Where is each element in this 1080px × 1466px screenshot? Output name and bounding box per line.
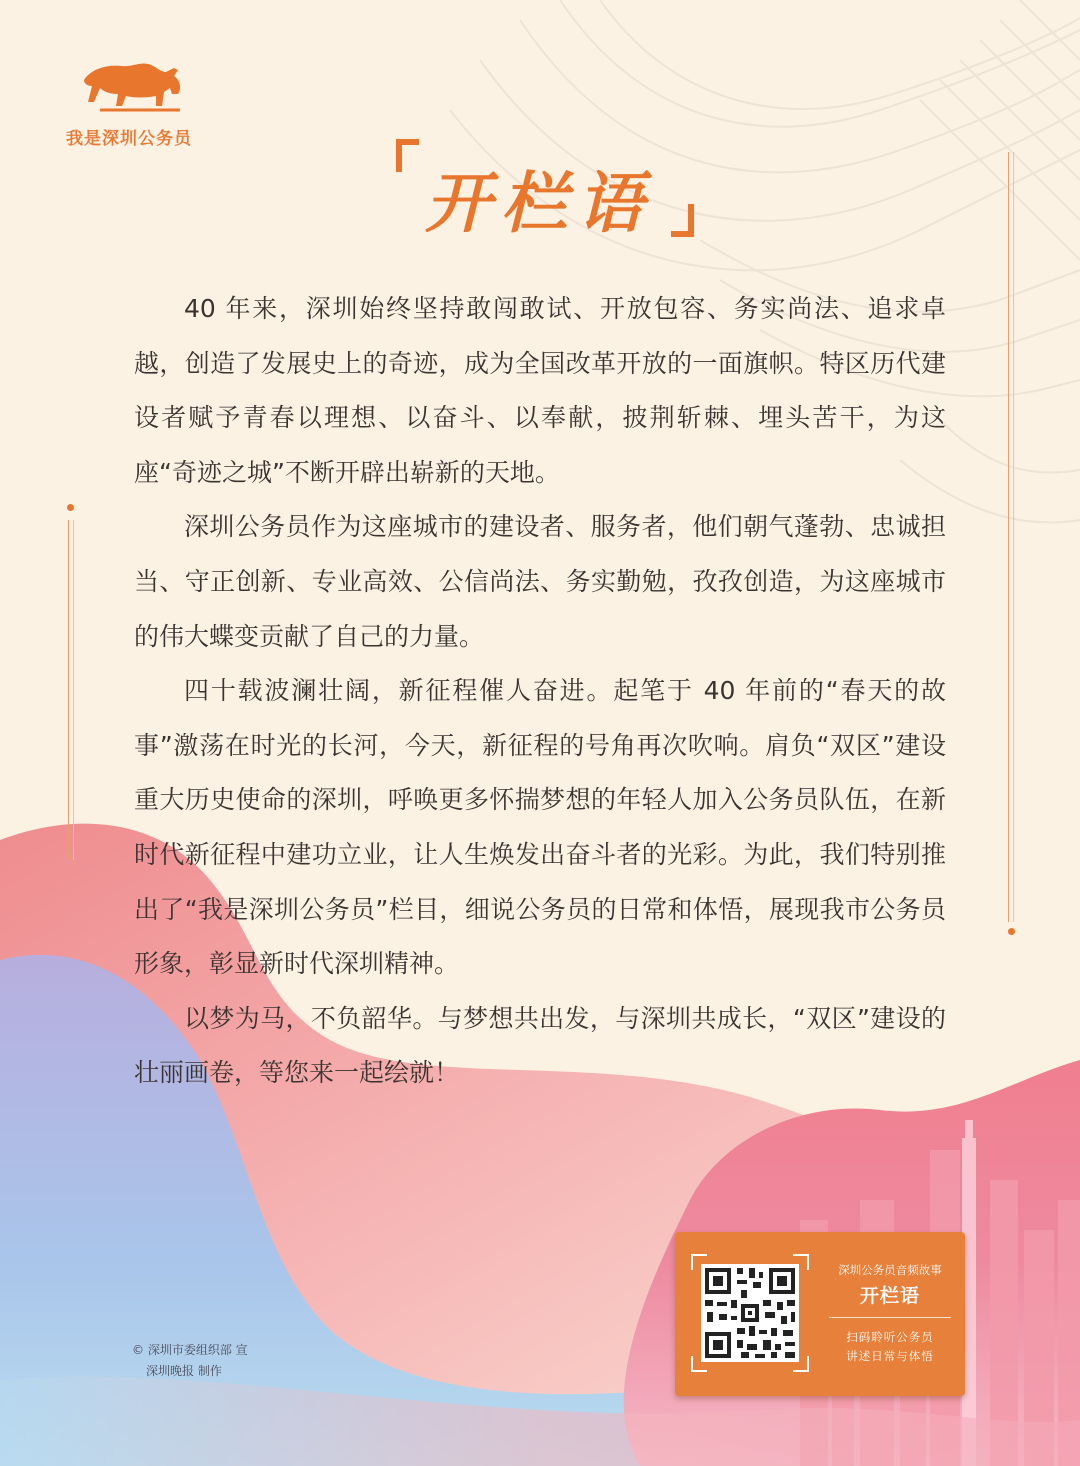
title-block	[395, 138, 695, 242]
bull-icon	[80, 58, 186, 114]
credit-line-2: 深圳晚报 制作	[146, 1364, 222, 1378]
qr-icon	[701, 1264, 799, 1362]
qr-card[interactable]	[675, 1232, 965, 1396]
qr-line-1: 扫码聆听公务员	[846, 1330, 934, 1344]
left-side-line-2	[73, 520, 74, 860]
page-title: 开栏语	[425, 165, 653, 242]
bracket-left-icon	[395, 138, 419, 172]
qr-title: 开栏语	[859, 1285, 920, 1307]
bracket-right-icon	[671, 204, 695, 238]
paragraph: 四十载波澜壮阔，新征程催人奋进。起笔于 40 年前的“春天的故事”激荡在时光的长河，今天，新征程的号角再次吹响。肩负“双区”建设重大历史使命的深圳，呼唤更多怀揣梦想的年轻人加入公务员队伍，在新时代新征程中建功立业，让人生焕发出奋斗者的光彩。为此，我们特别推出了“我是深圳公务员”栏目，细说公务员的日常和体悟，展现我市公务员形象，彰显新时代深圳精神。	[134, 676, 946, 979]
qr-divider	[829, 1317, 951, 1318]
credit-line-1: © 深圳市委组织部 宣	[132, 1343, 248, 1357]
article-body	[134, 282, 946, 1101]
paragraph: 深圳公务员作为这座城市的建设者、服务者，他们朝气蓬勃、忠诚担当、守正创新、专业高效、公信尚法、务实勤勉，孜孜创造，为这座城市的伟大蝶变贡献了自己的力量。	[134, 512, 946, 651]
left-dot	[67, 504, 74, 511]
brand-logo	[66, 58, 206, 149]
qr-pattern	[701, 1264, 799, 1362]
paragraph: 以梦为马，不负韶华。与梦想共出发，与深圳共成长，“双区”建设的壮丽画卷，等您来一起绘就！	[134, 1003, 946, 1088]
qr-info	[825, 1262, 955, 1366]
paragraph: 40 年来，深圳始终坚持敢闯敢试、开放包容、务实尚法、追求卓越，创造了发展史上的奇迹，成为全国改革开放的一面旗帜。特区历代建设者赋予青春以理想、以奋斗、以奉献，披荆斩棘、埋头苦干，为这座“奇迹之城”不断开辟出崭新的天地。	[134, 294, 946, 487]
right-side-line-2	[1013, 152, 1014, 922]
right-side-line	[1008, 152, 1009, 922]
qr-subtitle: 深圳公务员音频故事	[838, 1263, 942, 1277]
qr-line-2: 讲述日常与体悟	[846, 1349, 934, 1363]
left-side-line	[68, 520, 69, 860]
logo-text: 我是深圳公务员	[66, 129, 192, 149]
qr-code[interactable]	[691, 1254, 809, 1372]
credit	[132, 1340, 248, 1382]
right-dot	[1008, 928, 1015, 935]
